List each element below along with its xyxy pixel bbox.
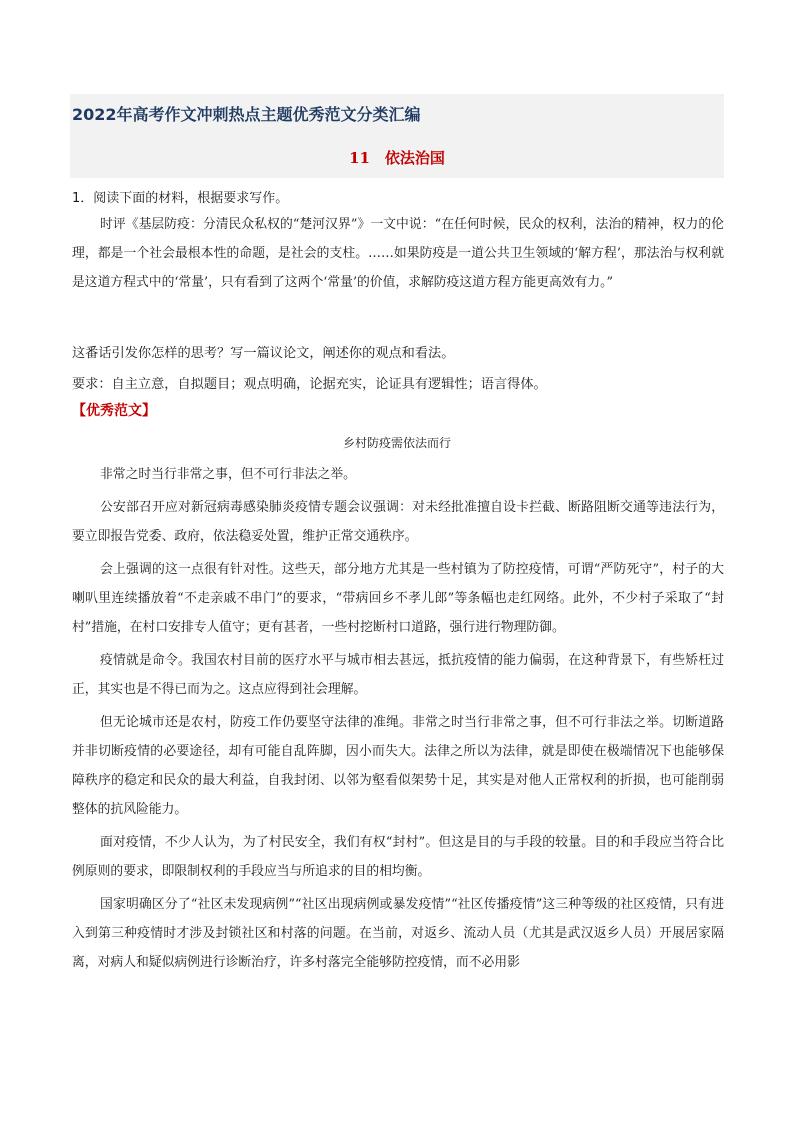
essay-paragraph: 但无论城市还是农村，防疫工作仍要坚守法律的准绳。非常之时当行非常之事，但不可行非法之举。切断道路并非切断疫情的必要途径，却有可能自乱阵脚，因小而失大。法律之所以为法律，就是即使在极端情况下也能够保障秩序的稳定和民众的最大利益，自我封闭、以邻为壑看似架势十足，其实是对他人正常权利的折损，也可能削弱整体的抗风险能力。 — [72, 715, 724, 817]
sample-essay-badge: 【优秀范文】 — [72, 403, 156, 419]
section-title: 11 依法治国 — [349, 149, 445, 167]
question-number-line: 1．阅读下面的材料，根据要求写作。 — [72, 191, 289, 206]
material-quote: 时评《基层防疫：分清民众私权的“楚河汉界”》一文中说：“在任何时候，民众的权利，法治的精神，权力的伦理，都是一个社会最根本性的命题，是社会的支柱。……如果防疫是一道公共卫生领域的‘解方程’，那法治与权利就是这道方程式中的‘常量’，只有看到了这两个‘常量’的价值，求解防疫这道方程方能更高效有力。” — [72, 217, 724, 290]
essay-title: 乡村防疫需依法而行 — [342, 436, 451, 450]
essay-paragraph: 面对疫情，不少人认为，为了村民安全，我们有权“封村”。但这是目的与手段的较量。目的和手段应当符合比例原则的要求，即限制权利的手段应当与所追求的目的相均衡。 — [72, 835, 724, 879]
document-title: 2022年高考作文冲刺热点主题优秀范文分类汇编 — [72, 105, 421, 124]
essay-paragraph: 疫情就是命令。我国农村目前的医疗水平与城市相去甚远，抵抗疫情的能力偏弱，在这种背景下，有些矫枉过正，其实也是不得已而为之。这点应得到社会理解。 — [72, 653, 724, 697]
writing-requirements: 要求：自主立意，自拟题目；观点明确，论据充实，论证具有逻辑性；语言得体。 — [72, 377, 547, 392]
essay-paragraph: 非常之时当行非常之事，但不可行非法之举。 — [100, 467, 356, 482]
essay-paragraph: 国家明确区分了“社区未发现病例”“社区出现病例或暴发疫情”“社区传播疫情”这三种等级的社区疫情，只有进入到第三种疫情时才涉及封锁社区和村落的问题。在当前，对返乡、流动人员（尤其是武汉返乡人员）开展居家隔离，对病人和疑似病例进行诊断治疗，许多村落完全能够防控疫情，而不必用影 — [72, 897, 724, 970]
essay-body — [72, 460, 724, 981]
essay-paragraph: 公安部召开应对新冠病毒感染肺炎疫情专题会议强调：对未经批准擅自设卡拦截、断路阻断交通等违法行为，要立即报告党委、政府，依法稳妥处置，维护正常交通秩序。 — [72, 500, 724, 544]
writing-prompt: 这番话引发你怎样的思考？写一篇议论文，阐述你的观点和看法。 — [72, 346, 455, 361]
essay-paragraph: 会上强调的这一点很有针对性。这些天，部分地方尤其是一些村镇为了防控疫情，可谓“严防死守”，村子的大喇叭里连续播放着“不走亲戚不串门”的要求，“带病回乡不孝儿郎”等条幅也走红网络。此外，不少村子采取了“封村”措施，在村口安排专人值守；更有甚者，一些村挖断村口道路，强行进行物理防御。 — [72, 562, 724, 635]
